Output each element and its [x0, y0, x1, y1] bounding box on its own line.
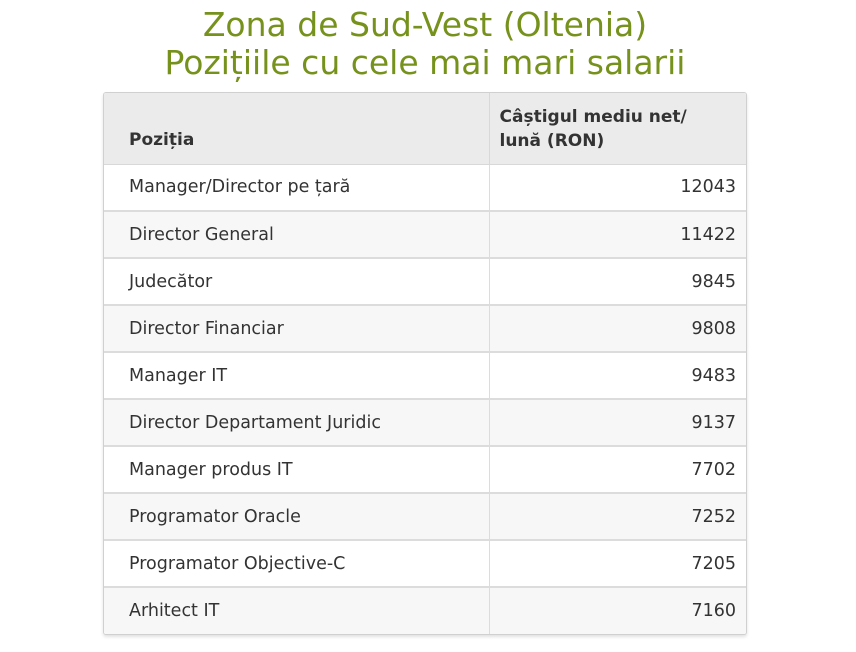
row-salary: 9845 — [489, 258, 746, 305]
table-row — [104, 540, 746, 587]
column-header-salary: Câștigul mediu net/ lună (RON) — [489, 93, 746, 164]
row-salary: 9483 — [489, 352, 746, 399]
row-salary: 7252 — [489, 493, 746, 540]
row-salary: 7160 — [489, 587, 746, 634]
row-position: Director General — [104, 211, 489, 258]
row-position: Manager IT — [104, 352, 489, 399]
table-row — [104, 493, 746, 540]
title-line-region: Zona de Sud-Vest (Oltenia) — [202, 5, 648, 44]
row-position: Arhitect IT — [129, 601, 220, 621]
table-row — [104, 258, 746, 305]
table-row — [104, 446, 746, 493]
title-line-subtitle: Pozițiile cu cele mai mari salarii — [164, 43, 686, 82]
table-row — [104, 399, 746, 446]
page-title — [0, 6, 850, 82]
row-salary: 7702 — [489, 446, 746, 493]
column-header-position: Poziția — [104, 93, 489, 164]
row-salary: 11422 — [489, 211, 746, 258]
row-position: Programator Objective-C — [104, 540, 489, 587]
row-position: Judecător — [104, 258, 489, 305]
row-position: Director Departament Juridic — [104, 399, 489, 446]
salary-table — [104, 93, 746, 634]
table-body — [104, 164, 746, 634]
table-row — [104, 305, 746, 352]
row-position: Manager produs IT — [104, 446, 489, 493]
salary-table-container — [103, 92, 747, 635]
table-row — [104, 587, 746, 634]
row-salary: 9808 — [489, 305, 746, 352]
table-header — [104, 93, 746, 164]
table-row — [104, 164, 746, 211]
table-row — [104, 352, 746, 399]
row-salary: 7205 — [489, 540, 746, 587]
table-header-row — [104, 93, 746, 164]
row-position: Programator Oracle — [104, 493, 489, 540]
row-salary: 12043 — [489, 164, 746, 211]
row-position: Manager/Director pe țară — [104, 164, 489, 211]
row-position: Director Financiar — [104, 305, 489, 352]
row-salary: 9137 — [489, 399, 746, 446]
table-row — [104, 211, 746, 258]
